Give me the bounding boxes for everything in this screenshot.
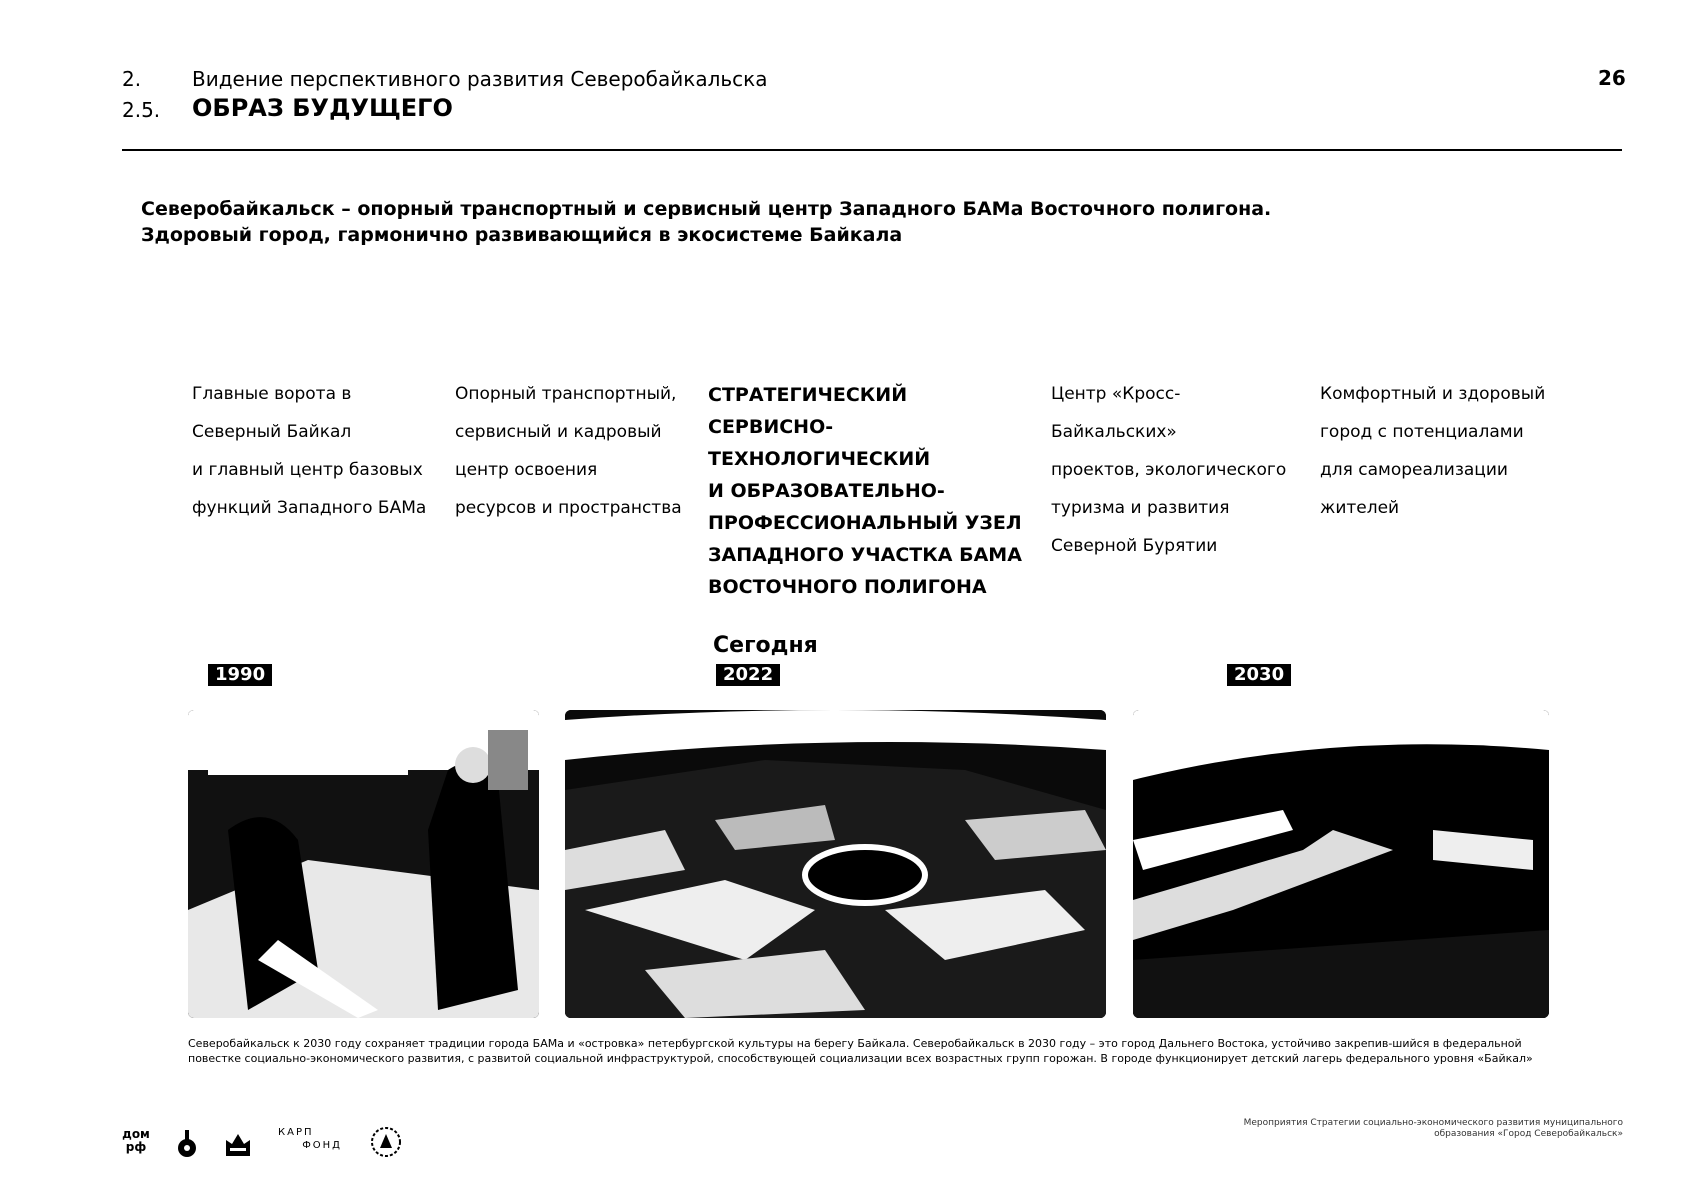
karp-fond-logo bbox=[278, 1126, 342, 1152]
column-line: Опорный транспортный, bbox=[455, 384, 677, 404]
logo-text: дом bbox=[122, 1127, 150, 1141]
column-line: проектов, экологического bbox=[1051, 460, 1287, 480]
photo-2030 bbox=[1133, 710, 1549, 1018]
buryatia-emblem-icon bbox=[176, 1128, 198, 1158]
photo-2022 bbox=[565, 710, 1106, 1018]
column-line: Центр «Кросс-Байкальских» bbox=[1051, 384, 1181, 442]
column-line: ПРОФЕССИОНАЛЬНЫЙ УЗЕЛ bbox=[708, 512, 1022, 534]
column-line: жителей bbox=[1320, 498, 1400, 518]
column-line: и главный центр базовых bbox=[192, 460, 423, 480]
year-badge-1990: 1990 bbox=[208, 664, 272, 686]
institute-emblem-icon bbox=[370, 1126, 402, 1158]
image-caption: Северобайкальск к 2030 году сохраняет традиции города БАМа и «островка» петербургской культуры на берегу Байкала. Северобайкальск в 2030 году – это город Дальнего Востока, устойчиво закрепив-шийся в федеральной повестке социально-экономического развития, с развитой социальной инфраструктурой, способствующей социализации всех возрастных групп горожан. В городе функционирует детский лагерь федерального уровня «Байкал» bbox=[188, 1037, 1533, 1065]
subsection-number: 2.5. bbox=[122, 98, 161, 122]
lead-line-1: Северобайкальск – опорный транспортный и сервисный центр Западного БАМа Восточного полигона. bbox=[141, 198, 1272, 220]
vision-column-4 bbox=[1051, 375, 1301, 565]
city-emblem-icon bbox=[224, 1128, 252, 1158]
lead-line-2: Здоровый город, гармонично развивающийся в экосистеме Байкала bbox=[141, 224, 903, 246]
column-line: И ОБРАЗОВАТЕЛЬНО- bbox=[708, 480, 945, 502]
footer-note: Мероприятия Стратегии социально-экономического развития муниципального образования «Город Северобайкальск» bbox=[1243, 1118, 1623, 1139]
column-line: Северный Байкал bbox=[192, 422, 352, 442]
column-line: туризма и развития bbox=[1051, 498, 1230, 518]
section-number: 2. bbox=[122, 67, 142, 91]
year-badge-2030: 2030 bbox=[1227, 664, 1291, 686]
vision-column-1 bbox=[192, 375, 442, 527]
section-title: Видение перспективного развития Северобайкальска bbox=[192, 67, 768, 91]
vision-column-2 bbox=[455, 375, 705, 527]
column-line: Комфортный и здоровый bbox=[1320, 384, 1546, 404]
today-label: Сегодня bbox=[713, 633, 818, 658]
vision-column-central bbox=[708, 379, 1028, 603]
column-line: ЗАПАДНОГО УЧАСТКА БАМА bbox=[708, 544, 1022, 566]
page-title: ОБРАЗ БУДУЩЕГО bbox=[192, 94, 453, 122]
column-line: ВОСТОЧНОГО ПОЛИГОНА bbox=[708, 576, 987, 598]
column-line: для самореализации bbox=[1320, 460, 1508, 480]
photo-1990 bbox=[188, 710, 539, 1018]
column-line: центр освоения bbox=[455, 460, 598, 480]
lead-statement bbox=[141, 196, 1271, 248]
column-line: сервисный и кадровый bbox=[455, 422, 662, 442]
logo-text: ФОНД bbox=[302, 1140, 342, 1151]
year-badge-2022: 2022 bbox=[716, 664, 780, 686]
column-line: СТРАТЕГИЧЕСКИЙ bbox=[708, 384, 908, 406]
column-line: функций Западного БАМа bbox=[192, 498, 427, 518]
column-line: город с потенциалами bbox=[1320, 422, 1524, 442]
dom-rf-logo bbox=[120, 1128, 152, 1154]
column-line: СЕРВИСНО-ТЕХНОЛОГИЧЕСКИЙ bbox=[708, 416, 931, 470]
logo-text: КАРП bbox=[278, 1127, 314, 1138]
vision-column-5 bbox=[1320, 375, 1570, 527]
page-number: 26 bbox=[1598, 66, 1626, 90]
column-line: Главные ворота в bbox=[192, 384, 352, 404]
column-line: Северной Бурятии bbox=[1051, 536, 1218, 556]
column-line: ресурсов и пространства bbox=[455, 498, 682, 518]
logo-text: рф bbox=[125, 1140, 147, 1154]
header-divider bbox=[122, 149, 1622, 151]
